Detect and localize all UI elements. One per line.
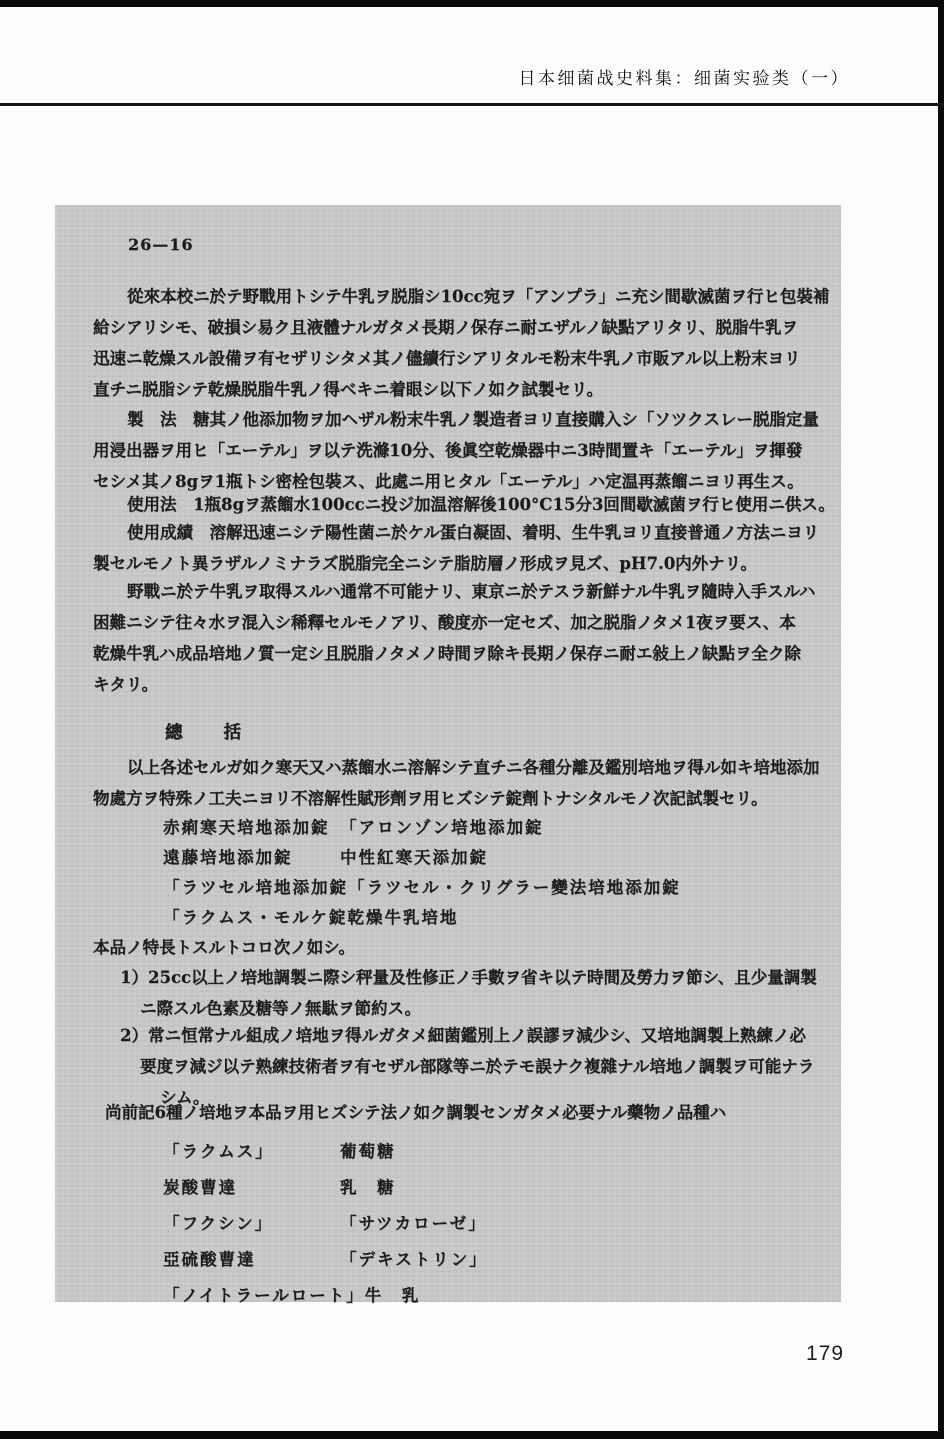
text-line: 迅速ニ乾燥スル設備ヲ有セザリシタメ其ノ儘續行シアリタルモ粉末牛乳ノ市販アル以上粉末ヨリ [93,349,801,368]
additive-tablet-list [163,813,681,933]
text-line: セシメ其ノ8gヲ1瓶トシ密栓包裝ス、此處ニ用ヒタル「エーテル」ハ定温再蒸餾ニヨリ再生ス。 [93,472,804,491]
text-line: 使用成績 溶解迅速ニシテ陽性菌ニ於ケル蛋白凝固、着明、生牛乳ヨリ直接普通ノ方法ニヨリ [127,523,820,542]
text-line: 本品ノ特長トスルトコロ次ノ如シ。 [93,938,355,957]
features-intro [93,932,355,963]
text-line: シム。 [160,1088,210,1107]
text-line: 乾燥牛乳ハ成品培地ノ質一定シ且脱脂ノタメノ時間ヲ除キ長期ノ保存ニ耐エ敍上ノ缺點ヲ全ク除 [93,644,801,663]
document-number: 26—16 [128,235,194,254]
text-line: 給シアリシモ、破損シ易ク且液體ナルガタメ長期ノ保存ニ耐エザルノ缺點アリタリ、脱脂牛乳ヲ [93,318,798,337]
paragraph-intro [93,281,829,405]
section-heading-summary: 總 括 [165,723,243,743]
photo-edge-top [0,0,944,7]
chemical-name: 「ラクムス」 [163,1142,274,1161]
chemical-name: 炭酸曹達 [163,1178,237,1197]
chemical-name: 「サツカローゼ」 [340,1214,487,1233]
tablet-name: 「ラツセル・クリグラー變法培地添加錠 [348,878,681,897]
text-line: 製セルモノト異ラザルノミナラズ脱脂完全ニシテ脂肪層ノ形成ヲ見ズ、pH7.0内外ナリ。 [93,554,757,573]
text-line: 物處方ヲ特殊ノ工夫ニヨリ不溶解性賦形劑ヲ用ヒズシテ錠劑トナシタルモノ次記試製セリ。 [93,789,768,808]
text-line: ニ際スル色素及糖等ノ無駄ヲ節約ス。 [140,999,421,1018]
text-line: キタリ。 [93,675,159,694]
paragraph-usage [93,489,835,520]
photo-edge-right [938,0,944,1439]
text-line: 使用法 1瓶8gヲ蒸餾水100ccニ投ジ加温溶解後100°C15分3回間歇滅菌ヲ行ヒ使用ニ供ス。 [127,495,835,514]
tablet-name: 「ラクムス・モルケ錠 [163,908,348,927]
text-line: 野戰ニ於テ牛乳ヲ取得スルハ通常不可能ナリ、東京ニ於テスラ新鮮ナル牛乳ヲ隨時入手スルハ [127,582,816,601]
chemical-name: 乳 糖 [340,1178,396,1197]
tablet-name: 「ラツセル培地添加錠 [163,878,348,897]
chemical-name: 「デキストリン」 [340,1250,488,1269]
text-line: 尚前記6種ノ培地ヲ本品ヲ用ヒズシテ法ノ如ク調製センガタメ必要ナル藥物ノ品種ハ [105,1103,727,1122]
text-line: 以上各述セルガ如ク寒天又ハ蒸餾水ニ溶解シテ直チニ各種分離及鑑別培地ヲ得ル如キ培地添加 [127,758,820,777]
tablet-list-row [163,813,681,843]
text-line: 直チニ脱脂シテ乾燥脱脂牛乳ノ得ベキニ着眼シ以下ノ如ク試製セリ。 [93,380,604,399]
chemical-name: 亞硫酸曹達 [163,1250,256,1269]
paragraph-method [93,404,819,497]
text-line: 困難ニシテ往々水ヲ混入シ稀釋セルモノアリ、酸度亦一定セズ、加之脱脂ノタメ1夜ヲ要ス、本 [93,613,796,632]
text-line: 要度ヲ減ジ以テ熟練技術者ヲ有セザル部隊等ニ於テモ誤ナク複雜ナル培地ノ調製ヲ可能ナラ [140,1057,815,1076]
feature-item-1 [93,962,817,1024]
chemical-name: 「フクシン」 [163,1214,274,1233]
chemical-list-row [163,1134,488,1170]
paragraph-results [93,517,819,579]
header-divider [0,103,944,106]
chemical-list [163,1134,488,1314]
chemical-list-row [163,1170,488,1206]
tablet-name: 「アロンゾン培地添加錠 [340,818,544,837]
chemical-list-row [163,1206,488,1242]
text-line: 2）常ニ恒常ナル組成ノ培地ヲ得ルガタメ細菌鑑別上ノ誤謬ヲ減少シ、又培地調製上熟練ノ必 [120,1026,806,1045]
chemical-list-row [163,1242,488,1278]
page-number: 179 [806,1342,845,1365]
text-line: 製 法 糖其ノ他添加物ヲ加ヘザル粉末牛乳ノ製造者ヨリ直接購入シ「ソツクスレー脱脂定量 [127,410,819,429]
tablet-list-row [163,873,681,903]
text-line: 從來本校ニ於テ野戰用トシテ牛乳ヲ脱脂シ10cc宛ヲ「アンプラ」ニ充シ間歇滅菌ヲ行ヒ包裝補 [127,287,830,306]
note-line [93,1097,726,1128]
tablet-name: 中性紅寒天添加錠 [340,848,488,867]
chemical-name: 牛 乳 [364,1286,421,1305]
tablet-name: 遠藤培地添加錠 [163,848,293,867]
paragraph-field-notes [93,576,815,700]
tablet-list-row [163,903,681,933]
text-line: 用浸出器ヲ用ヒ「エーテル」ヲ以テ洗滌10分、後眞空乾燥器中ニ3時間置キ「エーテル」ヲ揮發 [93,441,803,460]
running-head-title: 日本细菌战史料集：细菌实验类（一） [518,69,850,89]
chemical-list-row [163,1278,488,1314]
tablet-list-row [163,843,681,873]
chemical-name: 「ノイトラールロート」 [163,1286,365,1305]
text-line: 1）25cc以上ノ培地調製ニ際シ秤量及性修正ノ手數ヲ省キ以テ時間及勞力ヲ節シ、且少量調製 [120,968,817,987]
photo-edge-bottom [0,1431,944,1439]
tablet-name: 乾燥牛乳培地 [347,908,459,927]
tablet-name: 赤痢寒天培地添加錠 [163,818,330,837]
chemical-name: 葡萄糖 [340,1142,396,1161]
scanned-page [55,205,841,1305]
paragraph-summary [93,752,819,814]
